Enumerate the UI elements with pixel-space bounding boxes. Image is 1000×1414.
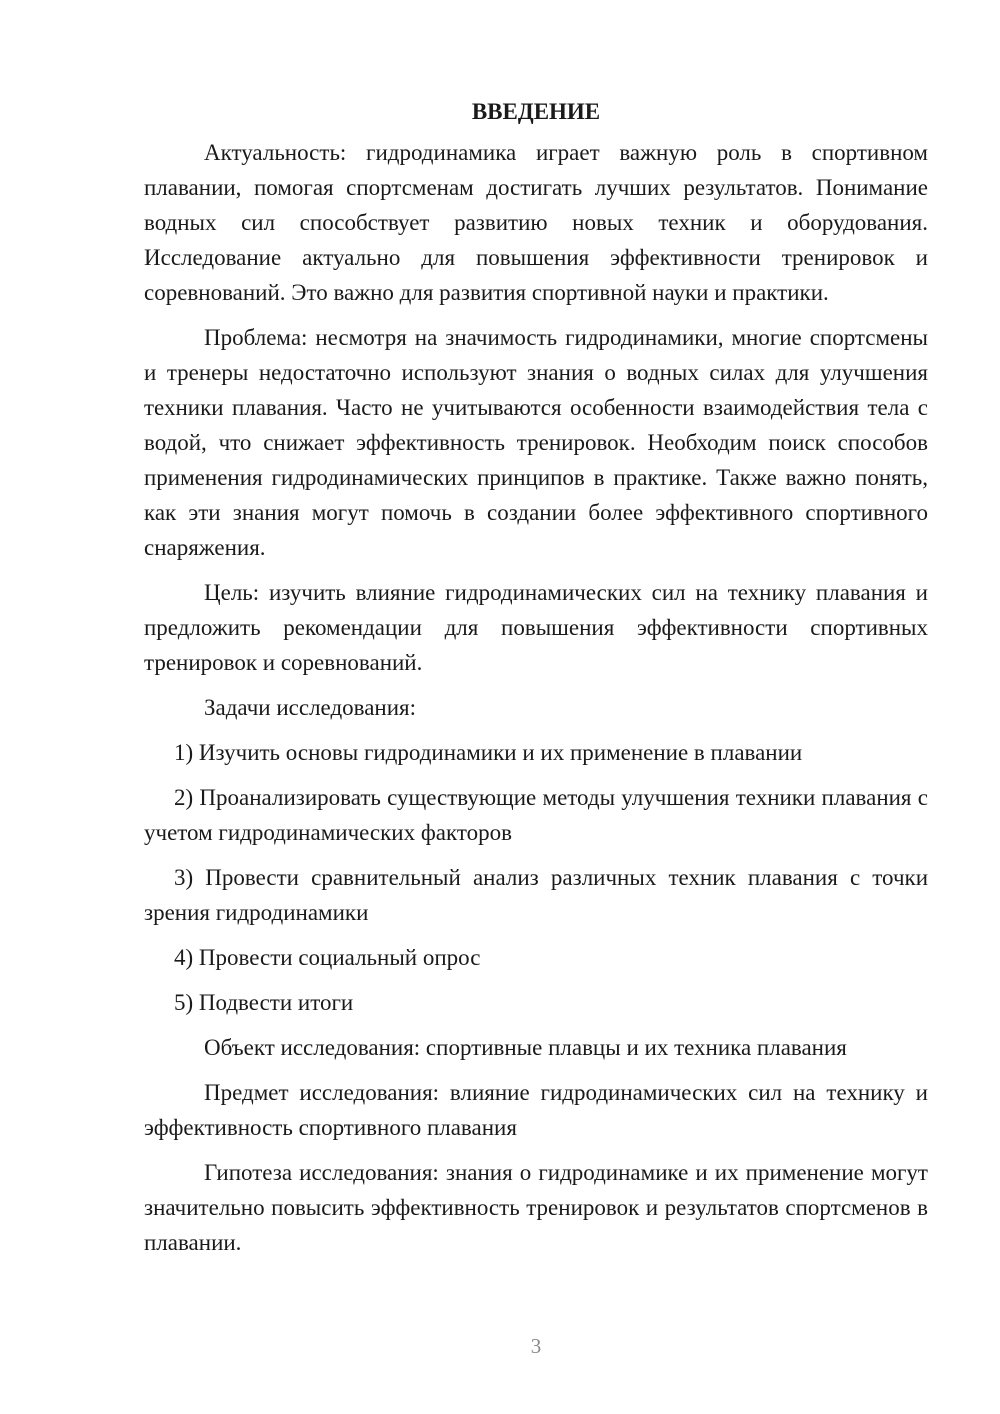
paragraph-object: Объект исследования: спортивные плавцы и их техника плавания [204,1035,847,1060]
task-item: 2) Проанализировать существующие методы улучшения техники плавания с учетом гидродинамических факторов [144,785,928,845]
paragraph-relevance: Актуальность: гидродинамика играет важную роль в спортивном плавании, помогая спортсменам достигать лучших результатов. Понимание водных сил способствует развитию новых техник и оборудования. Исследование актуально для повышения эффективности тренировок и соревнований. Это важно для развития спортивной науки и практики. [144,140,928,305]
task-item: 4) Провести социальный опрос [174,945,481,970]
paragraph-problem: Проблема: несмотря на значимость гидродинамики, многие спортсмены и тренеры недостаточно используют знания о водных силах для улучшения техники плавания. Часто не учитываются особенности взаимодействия тела с водой, что снижает эффективность тренировок. Необходим поиск способов применения гидродинамических принципов в практике. Также важно понять, как эти знания могут помочь в создании более эффективного спортивного снаряжения. [144,325,928,560]
task-item: 1) Изучить основы гидродинамики и их применение в плавании [174,740,803,765]
task-item: 5) Подвести итоги [174,990,354,1015]
task-item: 3) Провести сравнительный анализ различных техник плавания с точки зрения гидродинамики [144,865,928,925]
section-title: ВВЕДЕНИЕ [471,99,601,124]
page-number: 3 [530,1334,542,1358]
paragraph-goal: Цель: изучить влияние гидродинамических сил на технику плавания и предложить рекомендации для повышения эффективности спортивных тренировок и соревнований. [144,580,928,675]
page-content [144,94,928,1270]
tasks-heading: Задачи исследования: [204,695,417,720]
paragraph-subject: Предмет исследования: влияние гидродинамических сил на технику и эффективность спортивного плавания [144,1080,928,1140]
paragraph-hypothesis: Гипотеза исследования: знания о гидродинамике и их применение могут значительно повысить эффективность тренировок и результатов спортсменов в плавании. [144,1160,928,1255]
